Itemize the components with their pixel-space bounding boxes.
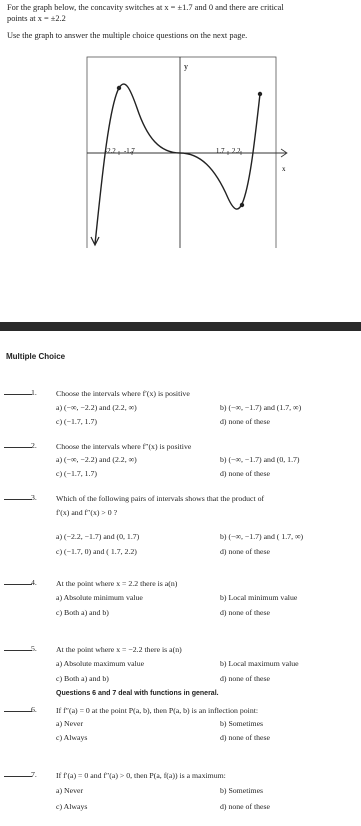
- answer-blank[interactable]: [4, 711, 32, 712]
- option-d: d) none of these: [220, 733, 271, 742]
- option-b: b) Local maximum value: [220, 659, 299, 668]
- instructions-line-1: For the graph below, the concavity switches at x = ±1.7 and 0 and there are critical: [7, 3, 284, 12]
- function-curve: [95, 84, 260, 244]
- option-c: c) Always: [56, 802, 88, 811]
- option-b: b) (−∞, −1.7) and (0, 1.7): [220, 455, 300, 464]
- local-max-point: [117, 86, 121, 90]
- question-stem: Which of the following pairs of intervals shows that the product of: [56, 494, 265, 503]
- option-c: c) (−1.7, 0) and ( 1.7, 2.2): [56, 547, 137, 556]
- x-axis-label: x: [282, 165, 286, 173]
- option-a: a) (−2.2, −1.7) and (0, 1.7): [56, 532, 140, 541]
- question-number: 7.: [31, 770, 37, 779]
- tick-label: 1.7: [216, 148, 225, 155]
- answer-blank[interactable]: [4, 584, 32, 585]
- option-d: d) none of these: [220, 417, 271, 426]
- option-a: a) Absolute minimum value: [56, 593, 143, 602]
- tick-label: 2.2: [232, 148, 241, 155]
- question-number: 1.: [31, 388, 37, 397]
- question-number: 6.: [31, 705, 37, 714]
- local-min-point: [240, 203, 244, 207]
- question-number: 3.: [31, 493, 37, 502]
- function-graph: [0, 48, 361, 248]
- tick-label: -1.7: [124, 148, 135, 155]
- option-d: d) none of these: [220, 608, 271, 617]
- answer-blank[interactable]: [4, 650, 32, 651]
- question-stem: If f″(a) = 0 at the point P(a, b), then P(a, b) is an inflection point:: [56, 706, 259, 715]
- question-stem: At the point where x = −2.2 there is a(n): [56, 645, 182, 654]
- option-d: d) none of these: [220, 469, 271, 478]
- answer-blank[interactable]: [4, 776, 32, 777]
- instructions-line-2: points at x = ±2.2: [7, 14, 66, 23]
- option-a: a) Never: [56, 786, 84, 795]
- question-stem: Choose the intervals where f′(x) is positive: [56, 389, 190, 398]
- option-d: d) none of these: [220, 802, 271, 811]
- option-d: d) none of these: [220, 674, 271, 683]
- question-number: 4.: [31, 578, 37, 587]
- instructions: [7, 2, 357, 41]
- answer-blank[interactable]: [4, 394, 32, 395]
- option-b: b) Sometimes: [220, 786, 264, 795]
- answer-blank[interactable]: [4, 499, 32, 500]
- question-stem: At the point where x = 2.2 there is a(n): [56, 579, 178, 588]
- option-c: c) (−1.7, 1.7): [56, 417, 97, 426]
- option-b: b) Sometimes: [220, 719, 264, 728]
- option-c: c) (−1.7, 1.7): [56, 469, 97, 478]
- endpoint: [258, 92, 262, 96]
- option-b: b) (−∞, −1.7) and ( 1.7, ∞): [220, 532, 304, 541]
- option-c: c) Always: [56, 733, 88, 742]
- question-number: 5.: [31, 644, 37, 653]
- option-c: c) Both a) and b): [56, 608, 109, 617]
- tick-label: -2.2: [105, 148, 116, 155]
- question-stem: If f′(a) = 0 and f″(a) > 0, then P(a, f(a)) is a maximum:: [56, 771, 226, 780]
- section-title: Multiple Choice: [6, 352, 66, 361]
- y-axis-label: y: [184, 62, 188, 71]
- question-stem-line-2: f′(x) and f″(x) > 0 ?: [56, 508, 118, 517]
- instructions-line-3: Use the graph to answer the multiple choice questions on the next page.: [7, 31, 248, 40]
- option-d: d) none of these: [220, 547, 271, 556]
- option-a: a) Absolute maximum value: [56, 659, 145, 668]
- option-a: a) (−∞, −2.2) and (2.2, ∞): [56, 403, 137, 412]
- answer-blank[interactable]: [4, 447, 32, 448]
- option-b: b) (−∞, −1.7) and (1.7, ∞): [220, 403, 302, 412]
- general-note: Questions 6 and 7 deal with functions in general.: [56, 690, 219, 697]
- section-divider: [0, 322, 361, 331]
- option-a: a) (−∞, −2.2) and (2.2, ∞): [56, 455, 137, 464]
- question-number: 2.: [31, 441, 37, 450]
- option-a: a) Never: [56, 719, 84, 728]
- question-stem: Choose the intervals where f″(x) is positive: [56, 442, 192, 451]
- option-c: c) Both a) and b): [56, 674, 109, 683]
- option-b: b) Local minimum value: [220, 593, 298, 602]
